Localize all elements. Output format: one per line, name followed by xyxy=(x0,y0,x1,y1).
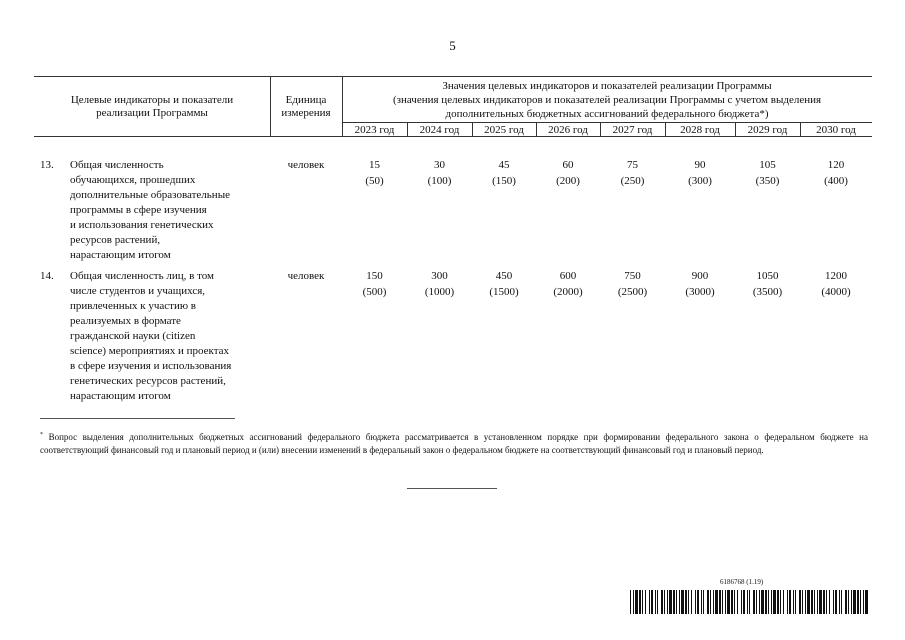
year-2028: 2028 год xyxy=(680,124,720,136)
table-top-border xyxy=(34,76,872,77)
indicator-name-line: реализуемых в формате xyxy=(70,315,181,327)
value-cell: 450 xyxy=(495,270,513,282)
value-cell: 900 xyxy=(691,270,709,282)
extra-value-cell: (100) xyxy=(427,175,452,187)
indicator-name-line: числе студентов и учащихся, xyxy=(70,285,206,297)
value-cell: 600 xyxy=(559,270,577,282)
header-indicator: Целевые индикаторы и показатели реализации Программы xyxy=(70,94,234,119)
extra-value-cell: (1500) xyxy=(489,286,519,298)
col-divider-indicator xyxy=(270,76,271,136)
extra-value-cell: (250) xyxy=(620,175,645,187)
barcode xyxy=(630,590,868,614)
extra-value-cell: (4000) xyxy=(821,286,851,298)
extra-value-cell: (3500) xyxy=(752,286,783,298)
extra-value-cell: (200) xyxy=(556,175,580,187)
unit-cell: человек xyxy=(287,270,325,282)
extra-value-cell: (1000) xyxy=(424,286,455,298)
extra-value-cell: (400) xyxy=(824,175,848,187)
extra-value-cell: (150) xyxy=(492,175,516,187)
indicator-name-line: обучающихся, прошедших xyxy=(70,174,196,186)
year-2023: 2023 год xyxy=(354,124,395,136)
end-divider xyxy=(407,488,497,489)
indicator-name-line: привлеченных к участию в xyxy=(70,300,196,312)
value-cell: 1050 xyxy=(756,270,779,282)
barcode-number: 6186768 (1.19) xyxy=(720,578,764,586)
value-cell: 120 xyxy=(827,159,845,171)
header-values-line2: (значения целевых индикаторов и показателей реализации Программы с учетом выделения xyxy=(392,94,822,106)
header-unit: Единица измерения xyxy=(281,94,331,119)
year-2026: 2026 год xyxy=(548,124,588,136)
extra-value-cell: (500) xyxy=(362,286,387,298)
value-cell: 60 xyxy=(562,159,574,171)
indicator-name-line: ресурсов растений, xyxy=(70,234,161,246)
indicator-name-line: в сфере изучения и использования xyxy=(70,360,232,372)
header-values-line1: Значения целевых индикаторов и показателей реализации Программы xyxy=(442,80,772,92)
extra-value-cell: (300) xyxy=(688,175,712,187)
indicator-name-line: гражданской науки (citizen xyxy=(70,330,196,342)
extra-value-cell: (3000) xyxy=(685,286,715,298)
extra-value-cell: (50) xyxy=(365,175,384,187)
year-2030: 2030 год xyxy=(816,124,856,136)
year-2025: 2025 год xyxy=(484,124,524,136)
indicator-name-line: нарастающим итогом xyxy=(70,390,171,402)
year-2029: 2029 год xyxy=(747,124,788,136)
indicator-name-line: нарастающим итогом xyxy=(70,249,171,261)
years-row-top-border xyxy=(342,122,872,123)
indicator-name-line: science) мероприятиях и проектах xyxy=(70,345,230,357)
footnote-mark: * xyxy=(40,432,43,438)
value-cell: 750 xyxy=(624,270,641,282)
indicator-name-line: Общая численность лиц, в том xyxy=(70,270,214,282)
page-number: 5 xyxy=(449,38,456,53)
extra-value-cell: (2500) xyxy=(617,286,648,298)
value-cell: 105 xyxy=(759,159,776,171)
header-values-line3: дополнительных бюджетных ассигнований федерального бюджета*) xyxy=(445,108,769,120)
value-cell: 300 xyxy=(431,270,448,282)
footnote-text: Вопрос выделения дополнительных бюджетных ассигнований федерального бюджета рассматривается в установленном порядке при формировании федерального закона о федеральном бюджете на соответствующий финансовый год и плановый период и (или) внесении изменений в федеральный закон о федеральном бюджете на соответствующий финансовый год и плановый период. xyxy=(40,432,868,455)
indicator-name-line: дополнительные образовательные xyxy=(70,189,230,201)
row-number: 13. xyxy=(40,159,54,171)
value-cell: 90 xyxy=(694,159,706,171)
year-2024: 2024 год xyxy=(419,124,460,136)
footnote-separator xyxy=(40,418,235,419)
footnote xyxy=(40,429,868,457)
unit-cell: человек xyxy=(287,159,325,171)
indicator-name-line: генетических ресурсов растений, xyxy=(70,375,226,387)
extra-value-cell: (2000) xyxy=(553,286,583,298)
value-cell: 30 xyxy=(434,159,445,171)
year-2027: 2027 год xyxy=(612,124,653,136)
row-number: 14. xyxy=(40,270,54,282)
value-cell: 15 xyxy=(369,159,380,171)
indicator-name-line: Общая численность xyxy=(70,159,164,171)
indicator-name-line: программы в сфере изучения xyxy=(70,204,207,216)
value-cell: 75 xyxy=(627,159,638,171)
extra-value-cell: (350) xyxy=(755,175,780,187)
indicator-name-line: и использования генетических xyxy=(70,219,214,231)
value-cell: 1200 xyxy=(825,270,847,282)
value-cell: 150 xyxy=(366,270,383,282)
value-cell: 45 xyxy=(498,159,510,171)
